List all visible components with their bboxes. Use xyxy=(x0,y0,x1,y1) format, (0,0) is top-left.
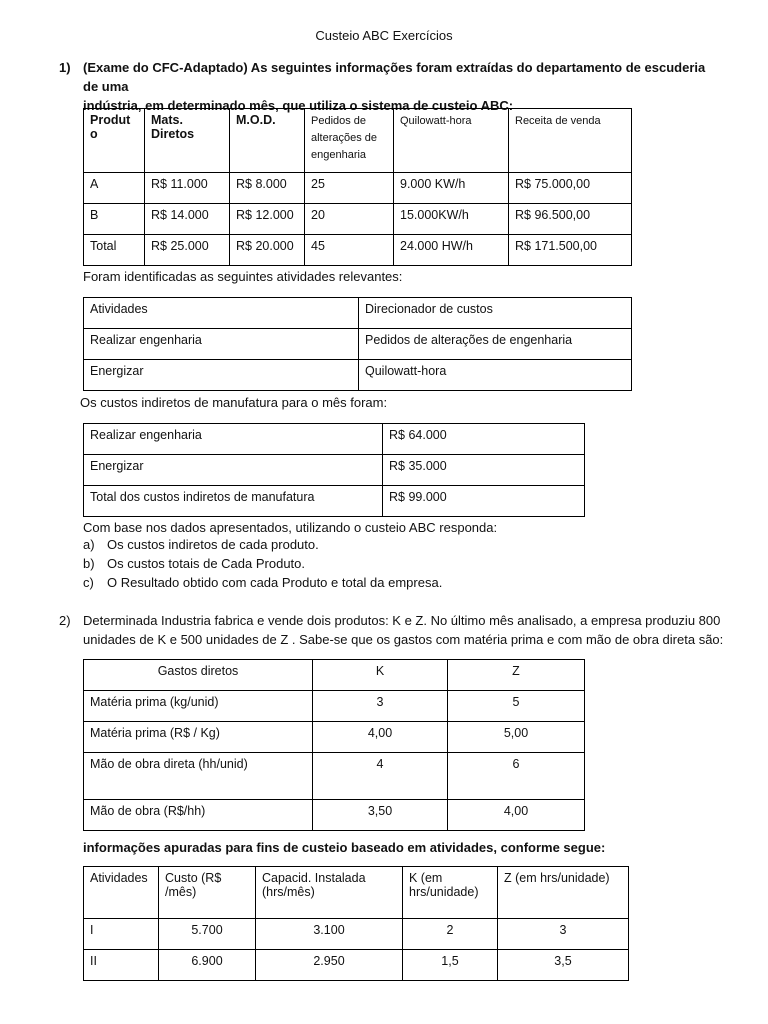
page-title: Custeio ABC Exercícios xyxy=(315,28,453,43)
table-header-cell: Mats. Diretos xyxy=(145,109,230,173)
table-cell: Matéria prima (kg/unid) xyxy=(84,691,313,722)
table-cell: A xyxy=(84,173,145,204)
question-2-line2: unidades de K e 500 unidades de Z . Sabe-se que os gastos com matéria prima e com mão de obra direta são: xyxy=(83,632,724,647)
table-header-cell: K xyxy=(313,660,448,691)
table-cell: R$ 20.000 xyxy=(230,235,305,266)
question-1-intro xyxy=(83,58,723,115)
products-table xyxy=(83,108,632,266)
table-row xyxy=(84,722,585,753)
table-cell: R$ 12.000 xyxy=(230,204,305,235)
table-cell: Quilowatt-hora xyxy=(359,360,632,391)
table-header-cell: Pedidos de alterações de engenharia xyxy=(305,109,394,173)
direct-costs-table xyxy=(83,659,585,831)
table-row xyxy=(84,173,632,204)
table-row xyxy=(84,360,632,391)
table-cell: Realizar engenharia xyxy=(84,424,383,455)
table-row xyxy=(84,455,585,486)
question-2-intro xyxy=(83,611,743,649)
table-row xyxy=(84,800,585,831)
table-row xyxy=(84,950,629,981)
list-item-text: O Resultado obtido com cada Produto e total da empresa. xyxy=(107,575,443,590)
table-cell: Mão de obra (R$/hh) xyxy=(84,800,313,831)
list-item xyxy=(83,537,319,552)
table-cell: Realizar engenharia xyxy=(84,329,359,360)
table-header-cell: Direcionador de custos xyxy=(359,298,632,329)
table-row xyxy=(84,329,632,360)
table-cell: 6 xyxy=(448,753,585,800)
table-cell: 15.000KW/h xyxy=(394,204,509,235)
table-cell: R$ 171.500,00 xyxy=(509,235,632,266)
activities-table xyxy=(83,297,632,391)
table-header-row xyxy=(84,660,585,691)
table-cell: 45 xyxy=(305,235,394,266)
table-cell: 4 xyxy=(313,753,448,800)
list-item-letter: a) xyxy=(83,537,95,552)
table-header-row xyxy=(84,298,632,329)
activities-info-intro: informações apuradas para fins de custeio baseado em atividades, conforme segue: xyxy=(83,840,606,855)
table-cell: R$ 14.000 xyxy=(145,204,230,235)
table-header-cell: K (em hrs/unidade) xyxy=(403,867,498,919)
question-1-intro-line1: As seguintes informações foram extraídas do departamento de escuderia de uma xyxy=(83,60,706,94)
table-cell: 24.000 HW/h xyxy=(394,235,509,266)
table-cell: 20 xyxy=(305,204,394,235)
table-cell: 2 xyxy=(403,919,498,950)
table-cell: R$ 75.000,00 xyxy=(509,173,632,204)
table-row xyxy=(84,919,629,950)
table-header-cell: Atividades xyxy=(84,867,159,919)
table-cell: Total dos custos indiretos de manufatura xyxy=(84,486,383,517)
table-cell: Mão de obra direta (hh/unid) xyxy=(84,753,313,800)
question-intro: Com base nos dados apresentados, utilizando o custeio ABC responda: xyxy=(83,520,498,535)
table-cell: 3 xyxy=(313,691,448,722)
table-cell: R$ 99.000 xyxy=(383,486,585,517)
table-row xyxy=(84,486,585,517)
table-header-cell: Produt o xyxy=(84,109,145,173)
question-1-source: (Exame do CFC-Adaptado) xyxy=(83,60,248,75)
table-cell: R$ 8.000 xyxy=(230,173,305,204)
table-row xyxy=(84,204,632,235)
table-cell: 3 xyxy=(498,919,629,950)
table-cell: 1,5 xyxy=(403,950,498,981)
list-item-letter: b) xyxy=(83,556,95,571)
table-cell: 3,5 xyxy=(498,950,629,981)
table-header-cell: Capacid. Instalada (hrs/mês) xyxy=(256,867,403,919)
table-header-cell: Gastos diretos xyxy=(84,660,313,691)
table-cell: 6.900 xyxy=(159,950,256,981)
table-cell: R$ 64.000 xyxy=(383,424,585,455)
table-cell: 5,00 xyxy=(448,722,585,753)
table-header-cell: Z xyxy=(448,660,585,691)
table-cell: Total xyxy=(84,235,145,266)
question-2-number: 2) xyxy=(59,613,71,628)
table-cell: 5.700 xyxy=(159,919,256,950)
question-2-line1: Determinada Industria fabrica e vende dois produtos: K e Z. No último mês analisado, a empresa produziu 800 xyxy=(83,613,721,628)
table-cell: Energizar xyxy=(84,455,383,486)
table-cell: 9.000 KW/h xyxy=(394,173,509,204)
table-cell: R$ 25.000 xyxy=(145,235,230,266)
table-header-row xyxy=(84,867,629,919)
table-cell: 2.950 xyxy=(256,950,403,981)
table-cell: 4,00 xyxy=(313,722,448,753)
question-1-number: 1) xyxy=(59,60,71,75)
table-header-cell: Quilowatt-hora xyxy=(394,109,509,173)
table-cell: Energizar xyxy=(84,360,359,391)
costs-intro: Os custos indiretos de manufatura para o mês foram: xyxy=(80,395,388,410)
table-row xyxy=(84,424,585,455)
indirect-costs-table xyxy=(83,423,585,517)
table-cell: Pedidos de alterações de engenharia xyxy=(359,329,632,360)
list-item-letter: c) xyxy=(83,575,94,590)
table-cell: 25 xyxy=(305,173,394,204)
table-header-cell: Receita de venda xyxy=(509,109,632,173)
table-header-cell: Z (em hrs/unidade) xyxy=(498,867,629,919)
table-cell: 5 xyxy=(448,691,585,722)
table-cell: II xyxy=(84,950,159,981)
activities-cost-table xyxy=(83,866,629,981)
table-cell: R$ 11.000 xyxy=(145,173,230,204)
table-row xyxy=(84,235,632,266)
table-cell: B xyxy=(84,204,145,235)
table-cell: Matéria prima (R$ / Kg) xyxy=(84,722,313,753)
list-item-text: Os custos totais de Cada Produto. xyxy=(107,556,305,571)
activities-intro: Foram identificadas as seguintes atividades relevantes: xyxy=(83,269,403,284)
table-row xyxy=(84,691,585,722)
table-row xyxy=(84,753,585,800)
list-item xyxy=(83,575,442,590)
table-cell: 3.100 xyxy=(256,919,403,950)
table-cell: R$ 96.500,00 xyxy=(509,204,632,235)
question-1-intro-line2: indústria, em determinado mês, que utiliza o sistema de custeio ABC: xyxy=(83,98,514,113)
table-cell: 3,50 xyxy=(313,800,448,831)
table-header-row xyxy=(84,109,632,173)
table-header-cell: Atividades xyxy=(84,298,359,329)
list-item-text: Os custos indiretos de cada produto. xyxy=(107,537,319,552)
table-cell: I xyxy=(84,919,159,950)
table-header-cell: M.O.D. xyxy=(230,109,305,173)
list-item xyxy=(83,556,305,571)
table-header-cell: Custo (R$ /mês) xyxy=(159,867,256,919)
table-cell: 4,00 xyxy=(448,800,585,831)
table-cell: R$ 35.000 xyxy=(383,455,585,486)
